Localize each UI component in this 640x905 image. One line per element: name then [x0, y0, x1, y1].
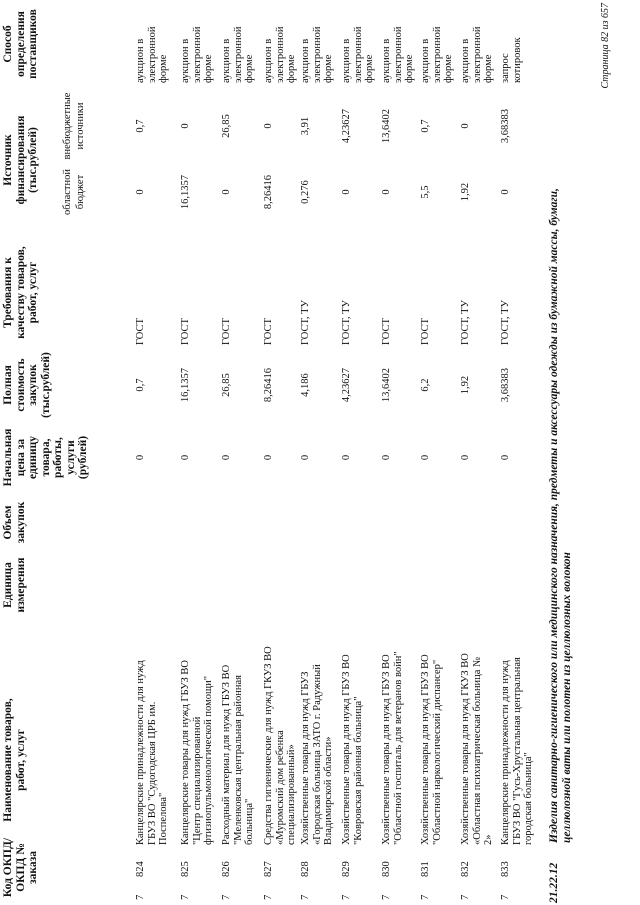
row-extrabudget: 0,7 [135, 119, 146, 133]
row-name: Хозяйственные товары для нужд ГКУЗ ВО «Областная психиатрическая больница № 2» [460, 653, 494, 845]
row-requirements: ГОСТ [180, 318, 191, 345]
row-extrabudget: 4,23627 [341, 108, 352, 144]
row-regional: 5,5 [420, 185, 431, 199]
row-name: Хозяйственные товары для нужд ГБУЗ «Городская больница ЗАТО г. Радужный Владимирской области» [300, 664, 334, 845]
row-extrabudget: 0 [263, 123, 274, 129]
row-total: 16,1357 [180, 367, 191, 403]
row-code: 7 [381, 894, 392, 900]
row-extrabudget: 3,91 [300, 116, 311, 136]
row-method: аукцион в электронной форме [381, 26, 415, 83]
row-requirements: ГОСТ [221, 318, 232, 345]
header-unit: Единица измерения [2, 557, 27, 613]
row-code: 7 [300, 894, 311, 900]
row-regional: 0 [381, 189, 392, 195]
row-extrabudget: 0 [460, 123, 471, 129]
row-regional: 0,276 [300, 180, 311, 204]
row-method: запрос котировок [500, 37, 523, 83]
row-number: 824 [135, 861, 146, 877]
row-unit-price: 0 [300, 454, 311, 461]
row-code: 7 [263, 894, 274, 900]
header-total: Полная стоимость закупок (тыс.рублей) [2, 352, 52, 418]
row-requirements: ГОСТ, ТУ [500, 300, 511, 345]
section-title: Изделия санитарно-гигиенического или медицинского назначения, предметы и аксессуары одежды из бумажной массы, бумаги, целлюлозной ваты или полотен из целлюлозных волокон [548, 188, 573, 843]
row-requirements: ГОСТ [381, 318, 392, 345]
row-unit-price: 0 [135, 454, 146, 461]
row-regional: 0 [341, 189, 352, 195]
row-name: Хозяйственные товары для нужд ГБУЗ ВО "Областной госпиталь для ветеранов войн" [381, 651, 404, 845]
row-extrabudget: 26,85 [221, 114, 232, 138]
row-unit-price: 0 [460, 454, 471, 461]
row-requirements: ГОСТ, ТУ [341, 300, 352, 345]
row-total: 0,7 [135, 378, 146, 392]
row-unit-price: 0 [221, 454, 232, 461]
row-name: Хозяйственные товары для нужд ГБУЗ ВО "Областной наркологический диспансер" [420, 654, 443, 845]
row-name: Хозяйственные товары для нужд ГБУЗ ВО "Ковровская районная больница" [341, 654, 364, 845]
header-code: Код ОКПД/ ОКПД № заказа [2, 837, 39, 898]
row-number: 830 [381, 861, 392, 877]
row-name: Канцелярские принадлежности для нужд ГБУЗ ВО "Судогодская ЦРБ им. Поспелова" [135, 660, 169, 845]
row-name: Средства гигиенические для нужд ГКУЗ ВО «Муромский дом ребенка специализированный» [263, 646, 297, 845]
row-method: аукцион в электронной форме [341, 26, 375, 83]
row-code: 7 [420, 894, 431, 900]
row-code: 7 [135, 894, 146, 900]
row-total: 6,2 [420, 378, 431, 392]
row-extrabudget: 0,7 [420, 119, 431, 133]
row-method: аукцион в электронной форме [263, 26, 297, 83]
row-requirements: ГОСТ, ТУ [460, 300, 471, 345]
row-unit-price: 0 [263, 454, 274, 461]
row-number: 826 [221, 861, 232, 877]
row-number: 825 [180, 861, 191, 877]
row-regional: 0 [135, 189, 146, 195]
row-requirements: ГОСТ [135, 318, 146, 345]
section-code: 21.22.12 [548, 862, 560, 903]
row-code: 7 [500, 894, 511, 900]
row-total: 3,68383 [500, 367, 511, 403]
row-requirements: ГОСТ, ТУ [300, 300, 311, 345]
row-name: Расходный материал для нужд ГБУЗ ВО "Меленковская центральная районная больница" [221, 664, 255, 845]
row-total: 8,26416 [263, 367, 274, 403]
row-regional: 0 [221, 189, 232, 195]
row-extrabudget: 13,6402 [381, 108, 392, 144]
row-regional: 16,1357 [180, 174, 191, 210]
row-method: аукцион в электронной форме [460, 26, 494, 83]
row-code: 7 [460, 894, 471, 900]
row-method: аукцион в электронной форме [135, 26, 169, 83]
row-unit-price: 0 [341, 454, 352, 461]
row-unit-price: 0 [381, 454, 392, 461]
row-total: 4,186 [300, 373, 311, 397]
header-name: Наименование товаров, работ, услуг [2, 698, 27, 822]
row-total: 26,85 [221, 373, 232, 397]
row-number: 833 [500, 861, 511, 877]
page-number: Страница 82 из 657 [600, 3, 611, 89]
row-name: Канцелярские товары для нужд ГБУЗ ВО "Центр специализированной фтизиопульмонологической помощи" [180, 659, 214, 845]
row-method: аукцион в электронной форме [180, 26, 214, 83]
row-number: 832 [460, 861, 471, 877]
row-total: 1,92 [460, 375, 471, 395]
header-financing: Источник финансирования (тыс.рублей) [2, 115, 39, 205]
row-extrabudget: 0 [180, 123, 191, 129]
row-method: аукцион в электронной форме [420, 26, 454, 83]
row-total: 4,23627 [341, 367, 352, 403]
row-total: 13,6402 [381, 367, 392, 403]
row-unit-price: 0 [500, 454, 511, 461]
row-regional: 1,92 [460, 182, 471, 202]
header-regional-budget: областной бюджет [62, 169, 86, 215]
header-volume: Объем закупок [2, 501, 27, 544]
row-requirements: ГОСТ [263, 318, 274, 345]
row-unit-price: 0 [180, 454, 191, 461]
row-unit-price: 0 [420, 454, 431, 461]
header-requirements: Требования к качеству товаров, работ, услуг [2, 246, 39, 339]
row-method: аукцион в электронной форме [300, 26, 334, 83]
row-regional: 8,26416 [263, 174, 274, 210]
row-number: 827 [263, 861, 274, 877]
row-number: 831 [420, 861, 431, 877]
row-number: 828 [300, 861, 311, 877]
header-method: Способ определения поставщиков [2, 9, 39, 79]
row-code: 7 [341, 894, 352, 900]
row-number: 829 [341, 861, 352, 877]
row-code: 7 [221, 894, 232, 900]
header-extrabudget: внебюджетные источники [62, 92, 86, 160]
row-code: 7 [180, 894, 191, 900]
row-extrabudget: 3,68383 [500, 108, 511, 144]
row-regional: 0 [500, 189, 511, 195]
row-requirements: ГОСТ [420, 318, 431, 345]
row-name: Канцелярские принадлежности для нужд ГБУЗ ВО "Гусь-Хрустальная центральная городская больница" [500, 657, 534, 845]
header-unit-price: Начальная цена за единицу товара, работы, услуги (рублей) [2, 428, 89, 487]
row-method: аукцион в электронной форме [221, 26, 255, 83]
